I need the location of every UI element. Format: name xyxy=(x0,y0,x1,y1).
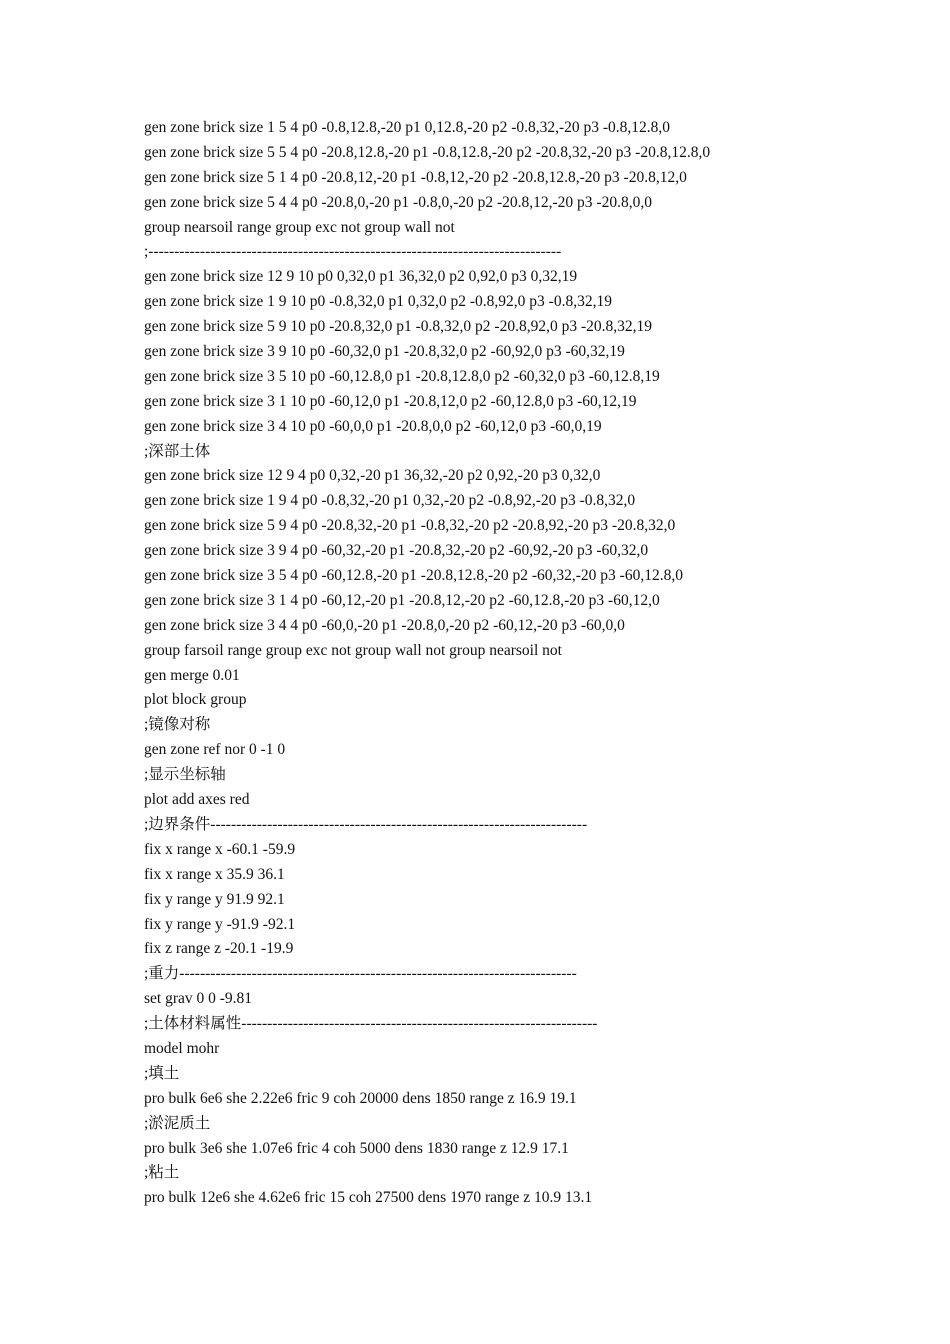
script-line: plot add axes red xyxy=(144,791,250,809)
script-line: pro bulk 12e6 she 4.62e6 fric 15 coh 27500 dens 1970 range z 10.9 13.1 xyxy=(144,1189,593,1207)
script-line: fix y range y -91.9 -92.1 xyxy=(144,915,296,933)
script-line: gen zone brick size 3 4 10 p0 -60,0,0 p1 -20.8,0,0 p2 -60,12,0 p3 -60,0,19 xyxy=(144,417,602,435)
divider-comment-line: ;-------------------------------------------------------------------------------- xyxy=(144,243,562,261)
script-line: gen zone brick size 1 9 4 p0 -0.8,32,-20 p1 0,32,-20 p2 -0.8,92,-20 p3 -0.8,32,0 xyxy=(144,492,636,510)
script-line: gen zone brick size 12 9 10 p0 0,32,0 p1 36,32,0 p2 0,92,0 p3 0,32,19 xyxy=(144,268,578,286)
comment-line: ;填土 xyxy=(144,1064,180,1082)
script-line: gen zone ref nor 0 -1 0 xyxy=(144,741,286,759)
script-line: gen zone brick size 1 9 10 p0 -0.8,32,0 p1 0,32,0 p2 -0.8,92,0 p3 -0.8,32,19 xyxy=(144,293,612,311)
comment-line: ;镜像对称 xyxy=(144,716,211,734)
script-line: fix z range z -20.1 -19.9 xyxy=(144,940,294,958)
script-line: gen zone brick size 3 5 10 p0 -60,12.8,0 p1 -20.8,12.8,0 p2 -60,32,0 p3 -60,12.8,19 xyxy=(144,367,660,385)
script-line: pro bulk 3e6 she 1.07e6 fric 4 coh 5000 dens 1830 range z 12.9 17.1 xyxy=(144,1139,569,1157)
comment-line: ;显示坐标轴 xyxy=(144,766,226,784)
comment-line: ;重力----------------------------------------------------------------------------- xyxy=(144,965,577,983)
script-line: gen zone brick size 5 9 4 p0 -20.8,32,-20 p1 -0.8,32,-20 p2 -20.8,92,-20 p3 -20.8,32,0 xyxy=(144,517,676,535)
script-line: group farsoil range group exc not group wall not group nearsoil not xyxy=(144,641,562,659)
script-line: group nearsoil range group exc not group wall not xyxy=(144,218,455,236)
comment-line: ;淤泥质土 xyxy=(144,1114,211,1132)
comment-line: ;边界条件------------------------------------------------------------------------- xyxy=(144,815,588,833)
comment-line: ;深部土体 xyxy=(144,442,211,460)
script-line: fix x range x -60.1 -59.9 xyxy=(144,840,296,858)
script-line: gen zone brick size 5 1 4 p0 -20.8,12,-20 p1 -0.8,12,-20 p2 -20.8,12.8,-20 p3 -20.8,12,0 xyxy=(144,168,687,186)
script-line: gen zone brick size 3 1 4 p0 -60,12,-20 p1 -20.8,12,-20 p2 -60,12.8,-20 p3 -60,12,0 xyxy=(144,591,660,609)
script-line: fix x range x 35.9 36.1 xyxy=(144,865,285,883)
script-line: model mohr xyxy=(144,1039,220,1057)
script-line: gen zone brick size 5 9 10 p0 -20.8,32,0 p1 -0.8,32,0 p2 -20.8,92,0 p3 -20.8,32,19 xyxy=(144,318,652,336)
script-line: gen zone brick size 1 5 4 p0 -0.8,12.8,-20 p1 0,12.8,-20 p2 -0.8,32,-20 p3 -0.8,12.8,0 xyxy=(144,119,671,136)
script-line: gen zone brick size 3 9 10 p0 -60,32,0 p1 -20.8,32,0 p2 -60,92,0 p3 -60,32,19 xyxy=(144,343,625,361)
script-line: plot block group xyxy=(144,691,247,709)
script-line: pro bulk 6e6 she 2.22e6 fric 9 coh 20000 dens 1850 range z 16.9 19.1 xyxy=(144,1089,577,1107)
script-line: set grav 0 0 -9.81 xyxy=(144,990,253,1008)
script-line: gen zone brick size 5 5 4 p0 -20.8,12.8,-20 p1 -0.8,12.8,-20 p2 -20.8,32,-20 p3 -20.8,12.8,0 xyxy=(144,143,711,161)
script-line: gen zone brick size 12 9 4 p0 0,32,-20 p1 36,32,-20 p2 0,92,-20 p3 0,32,0 xyxy=(144,467,601,485)
script-line: fix y range y 91.9 92.1 xyxy=(144,890,285,908)
comment-line: ;土体材料属性--------------------------------------------------------------------- xyxy=(144,1015,598,1033)
script-line: gen zone brick size 5 4 4 p0 -20.8,0,-20 p1 -0.8,0,-20 p2 -20.8,12,-20 p3 -20.8,0,0 xyxy=(144,193,652,211)
script-line: gen zone brick size 3 4 4 p0 -60,0,-20 p1 -20.8,0,-20 p2 -60,12,-20 p3 -60,0,0 xyxy=(144,616,625,634)
script-line: gen zone brick size 3 1 10 p0 -60,12,0 p1 -20.8,12,0 p2 -60,12.8,0 p3 -60,12,19 xyxy=(144,392,637,410)
script-line: gen zone brick size 3 9 4 p0 -60,32,-20 p1 -20.8,32,-20 p2 -60,92,-20 p3 -60,32,0 xyxy=(144,542,649,560)
command-script xyxy=(144,116,934,1211)
script-line: gen merge 0.01 xyxy=(144,666,240,684)
script-line: gen zone brick size 3 5 4 p0 -60,12.8,-20 p1 -20.8,12.8,-20 p2 -60,32,-20 p3 -60,12.8,0 xyxy=(144,567,683,585)
comment-line: ;粘土 xyxy=(144,1164,180,1182)
